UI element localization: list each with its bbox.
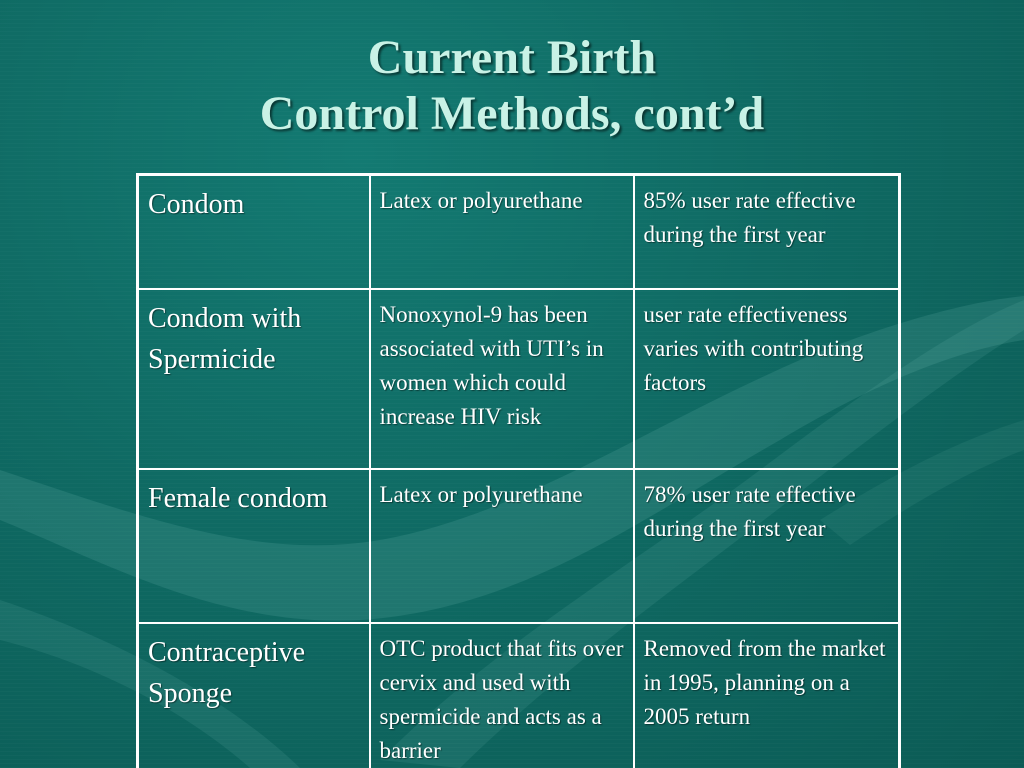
description-cell: OTC product that fits over cervix and used with spermicide and acts as a barrier: [370, 623, 634, 768]
table-row: [138, 289, 900, 469]
effectiveness-cell: user rate effectiveness varies with contributing factors: [634, 289, 900, 469]
description-cell: Latex or polyurethane: [370, 469, 634, 623]
effectiveness-cell: 78% user rate effective during the first year: [634, 469, 900, 623]
effectiveness-cell: Removed from the market in 1995, planning on a 2005 return: [634, 623, 900, 768]
description-cell: Nonoxynol-9 has been associated with UTI’s in women which could increase HIV risk: [370, 289, 634, 469]
method-cell: Contraceptive Sponge: [138, 623, 370, 768]
title-line-1: Current Birth: [367, 31, 657, 84]
method-cell: Condom with Spermicide: [138, 289, 370, 469]
slide-title: [0, 30, 1024, 142]
description-cell: Latex or polyurethane: [370, 175, 634, 289]
method-cell: Condom: [138, 175, 370, 289]
table-row: [138, 623, 900, 768]
table-row: [138, 175, 900, 289]
birth-control-methods-table: [136, 173, 901, 768]
table-row: [138, 469, 900, 623]
method-cell: Female condom: [138, 469, 370, 623]
title-line-2: Control Methods, cont’d: [259, 87, 765, 140]
effectiveness-cell: 85% user rate effective during the first year: [634, 175, 900, 289]
